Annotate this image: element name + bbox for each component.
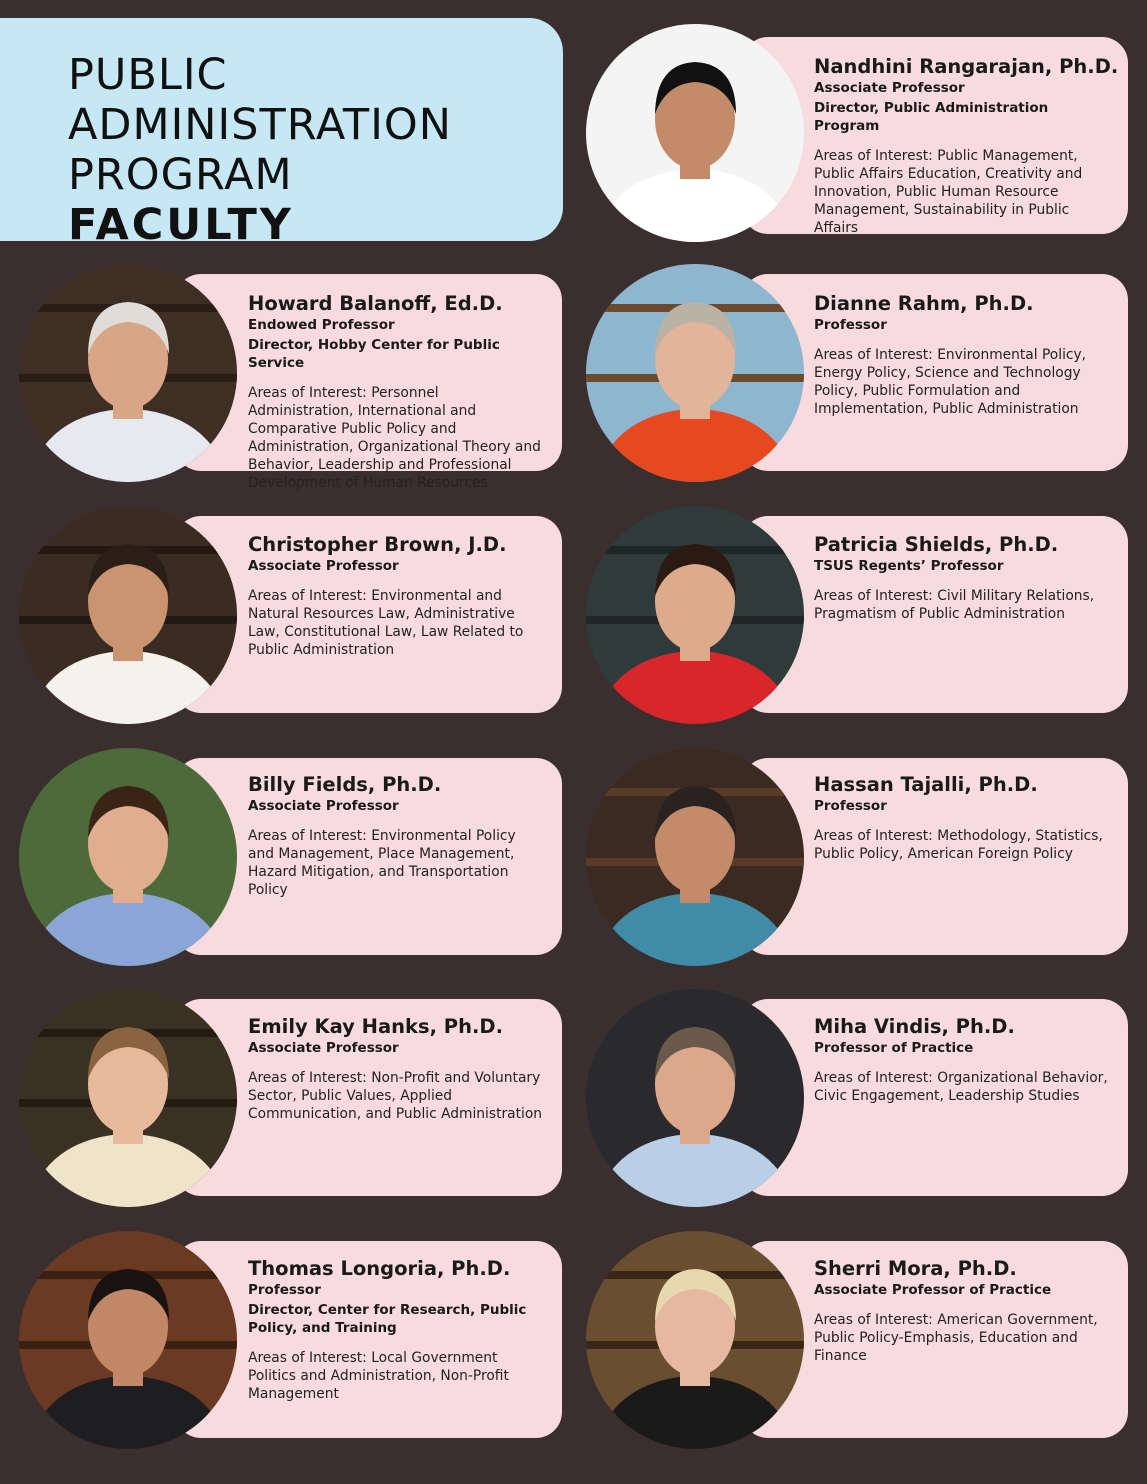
title-line-4: FACULTY	[68, 200, 294, 250]
portrait-image	[19, 989, 237, 1207]
faculty-info	[814, 533, 1110, 623]
faculty-photo	[19, 1231, 237, 1449]
faculty-interests: Areas of Interest: Organizational Behavior, Civic Engagement, Leadership Studies	[814, 1070, 1108, 1104]
faculty-title: Endowed Professor	[248, 317, 395, 333]
portrait-image	[586, 24, 804, 242]
faculty-photo	[586, 748, 804, 966]
portrait-image	[586, 989, 804, 1207]
faculty-info	[248, 773, 544, 899]
faculty-info	[248, 292, 544, 492]
faculty-title: Associate Professor	[814, 80, 965, 96]
faculty-photo	[19, 748, 237, 966]
faculty-title: Professor	[814, 798, 887, 814]
faculty-name: Dianne Rahm, Ph.D.	[814, 292, 1034, 315]
title-panel	[0, 18, 563, 250]
faculty-info	[248, 533, 544, 659]
faculty-name: Sherri Mora, Ph.D.	[814, 1257, 1017, 1280]
faculty-interests: Areas of Interest: Personnel Administration, International and Comparative Public Policy and Administration, Organizational Theory and Behavior, Leadership and Professional Development of Human Resources	[248, 385, 541, 491]
portrait-image	[19, 748, 237, 966]
faculty-interests: Areas of Interest: Public Management, Public Affairs Education, Creativity and Innovation, Public Human Resource Management, Sustainability in Public Affairs	[814, 148, 1083, 236]
faculty-title: Associate Professor	[248, 558, 399, 574]
faculty-name: Nandhini Rangarajan, Ph.D.	[814, 55, 1119, 78]
portrait-image	[586, 748, 804, 966]
faculty-title: Associate Professor	[248, 798, 399, 814]
faculty-photo	[586, 1231, 804, 1449]
faculty-interests: Areas of Interest: Methodology, Statistics, Public Policy, American Foreign Policy	[814, 828, 1103, 862]
title-line-1: PUBLIC	[68, 50, 228, 100]
portrait-image	[586, 264, 804, 482]
faculty-name: Emily Kay Hanks, Ph.D.	[248, 1015, 503, 1038]
faculty-info	[814, 1257, 1110, 1365]
faculty-interests: Areas of Interest: Civil Military Relations, Pragmatism of Public Administration	[814, 588, 1095, 622]
faculty-title: Associate Professor	[248, 1040, 399, 1056]
faculty-name: Hassan Tajalli, Ph.D.	[814, 773, 1038, 796]
faculty-info	[814, 292, 1110, 418]
faculty-photo	[586, 264, 804, 482]
faculty-title: TSUS Regents’ Professor	[814, 558, 1004, 574]
faculty-name: Miha Vindis, Ph.D.	[814, 1015, 1015, 1038]
faculty-interests: Areas of Interest: Environmental Policy and Management, Place Management, Hazard Mitigation, and Transportation Policy	[248, 828, 516, 898]
portrait-image	[19, 1231, 237, 1449]
faculty-info	[814, 773, 1110, 863]
faculty-info	[248, 1015, 544, 1123]
faculty-name: Patricia Shields, Ph.D.	[814, 533, 1059, 556]
faculty-photo	[19, 989, 237, 1207]
faculty-title: Professor of Practice	[814, 1040, 974, 1056]
faculty-title: Professor	[814, 317, 887, 333]
faculty-photo	[586, 24, 804, 242]
faculty-name: Thomas Longoria, Ph.D.	[248, 1257, 511, 1280]
faculty-photo	[19, 264, 237, 482]
faculty-title: Professor	[248, 1282, 321, 1298]
faculty-info	[814, 1015, 1110, 1105]
faculty-director-title: Director, Public Administration Program	[814, 100, 1049, 134]
faculty-interests: Areas of Interest: Environmental and Natural Resources Law, Administrative Law, Constitutional Law, Law Related to Public Administration	[248, 588, 524, 658]
faculty-interests: Areas of Interest: American Government, Public Policy-Emphasis, Education and Finance	[814, 1312, 1098, 1364]
faculty-title: Associate Professor of Practice	[814, 1282, 1052, 1298]
portrait-image	[19, 506, 237, 724]
portrait-image	[586, 1231, 804, 1449]
faculty-name: Christopher Brown, J.D.	[248, 533, 507, 556]
faculty-interests: Areas of Interest: Non-Profit and Voluntary Sector, Public Values, Applied Communication, and Public Administration	[248, 1070, 543, 1122]
title-line-3: PROGRAM	[68, 150, 293, 200]
portrait-image	[586, 506, 804, 724]
faculty-name: Howard Balanoff, Ed.D.	[248, 292, 503, 315]
portrait-image	[19, 264, 237, 482]
title-line-2: ADMINISTRATION	[68, 100, 452, 150]
faculty-photo	[586, 506, 804, 724]
faculty-interests: Areas of Interest: Local Government Politics and Administration, Non-Profit Management	[248, 1350, 509, 1402]
faculty-photo	[19, 506, 237, 724]
faculty-info	[248, 1257, 544, 1403]
faculty-name: Billy Fields, Ph.D.	[248, 773, 442, 796]
faculty-info	[814, 55, 1119, 237]
faculty-director-title: Director, Hobby Center for Public Service	[248, 337, 500, 371]
faculty-director-title: Director, Center for Research, Public Policy, and Training	[248, 1302, 527, 1336]
faculty-photo	[586, 989, 804, 1207]
faculty-interests: Areas of Interest: Environmental Policy, Energy Policy, Science and Technology Policy, Public Formulation and Implementation, Public Administration	[814, 347, 1087, 417]
